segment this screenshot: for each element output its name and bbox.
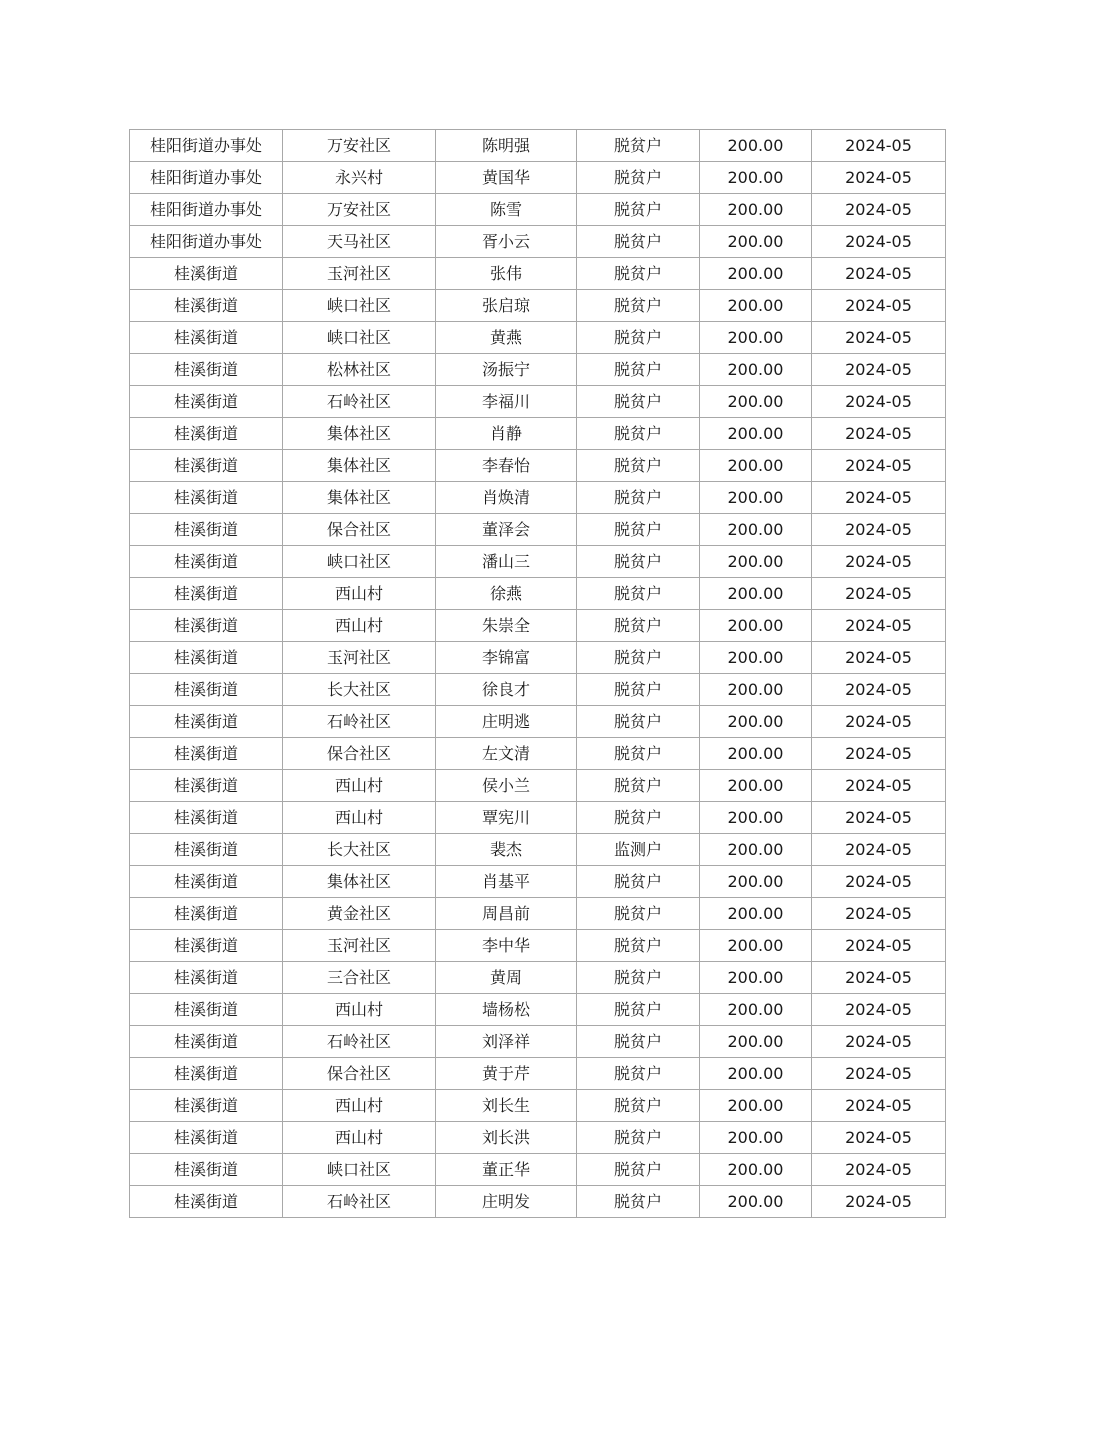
street-cell: 桂溪街道 xyxy=(130,706,283,738)
name-cell: 潘山三 xyxy=(436,546,577,578)
name-cell: 李春怡 xyxy=(436,450,577,482)
amount-cell: 200.00 xyxy=(700,578,812,610)
community-cell: 石岭社区 xyxy=(283,1186,436,1218)
table-row xyxy=(130,130,946,162)
household-type-cell: 脱贫户 xyxy=(577,1186,700,1218)
name-cell: 庄明逃 xyxy=(436,706,577,738)
street-cell: 桂溪街道 xyxy=(130,674,283,706)
street-cell: 桂溪街道 xyxy=(130,770,283,802)
street-cell: 桂溪街道 xyxy=(130,1186,283,1218)
table-row xyxy=(130,1186,946,1218)
month-cell: 2024-05 xyxy=(812,994,946,1026)
street-cell: 桂溪街道 xyxy=(130,258,283,290)
table-row xyxy=(130,642,946,674)
community-cell: 西山村 xyxy=(283,994,436,1026)
table-row xyxy=(130,290,946,322)
community-cell: 集体社区 xyxy=(283,482,436,514)
subsidy-table xyxy=(129,129,946,1218)
amount-cell: 200.00 xyxy=(700,226,812,258)
table-row xyxy=(130,930,946,962)
month-cell: 2024-05 xyxy=(812,1122,946,1154)
amount-cell: 200.00 xyxy=(700,738,812,770)
name-cell: 李福川 xyxy=(436,386,577,418)
household-type-cell: 脱贫户 xyxy=(577,386,700,418)
community-cell: 长大社区 xyxy=(283,674,436,706)
community-cell: 玉河社区 xyxy=(283,258,436,290)
name-cell: 徐燕 xyxy=(436,578,577,610)
household-type-cell: 脱贫户 xyxy=(577,226,700,258)
street-cell: 桂溪街道 xyxy=(130,1154,283,1186)
community-cell: 集体社区 xyxy=(283,418,436,450)
month-cell: 2024-05 xyxy=(812,322,946,354)
month-cell: 2024-05 xyxy=(812,834,946,866)
month-cell: 2024-05 xyxy=(812,130,946,162)
street-cell: 桂溪街道 xyxy=(130,962,283,994)
table-row xyxy=(130,738,946,770)
street-cell: 桂溪街道 xyxy=(130,418,283,450)
community-cell: 天马社区 xyxy=(283,226,436,258)
household-type-cell: 脱贫户 xyxy=(577,770,700,802)
community-cell: 石岭社区 xyxy=(283,1026,436,1058)
month-cell: 2024-05 xyxy=(812,290,946,322)
amount-cell: 200.00 xyxy=(700,546,812,578)
community-cell: 永兴村 xyxy=(283,162,436,194)
household-type-cell: 脱贫户 xyxy=(577,642,700,674)
household-type-cell: 脱贫户 xyxy=(577,290,700,322)
community-cell: 峡口社区 xyxy=(283,1154,436,1186)
amount-cell: 200.00 xyxy=(700,290,812,322)
table-row xyxy=(130,802,946,834)
name-cell: 李中华 xyxy=(436,930,577,962)
household-type-cell: 脱贫户 xyxy=(577,898,700,930)
name-cell: 李锦富 xyxy=(436,642,577,674)
street-cell: 桂溪街道 xyxy=(130,1090,283,1122)
month-cell: 2024-05 xyxy=(812,162,946,194)
amount-cell: 200.00 xyxy=(700,674,812,706)
name-cell: 汤振宁 xyxy=(436,354,577,386)
month-cell: 2024-05 xyxy=(812,866,946,898)
amount-cell: 200.00 xyxy=(700,1090,812,1122)
household-type-cell: 脱贫户 xyxy=(577,130,700,162)
community-cell: 西山村 xyxy=(283,770,436,802)
street-cell: 桂阳街道办事处 xyxy=(130,130,283,162)
amount-cell: 200.00 xyxy=(700,770,812,802)
community-cell: 保合社区 xyxy=(283,514,436,546)
amount-cell: 200.00 xyxy=(700,802,812,834)
household-type-cell: 脱贫户 xyxy=(577,738,700,770)
amount-cell: 200.00 xyxy=(700,162,812,194)
amount-cell: 200.00 xyxy=(700,994,812,1026)
table-row xyxy=(130,1122,946,1154)
street-cell: 桂溪街道 xyxy=(130,866,283,898)
table-row xyxy=(130,962,946,994)
table-row xyxy=(130,450,946,482)
household-type-cell: 脱贫户 xyxy=(577,706,700,738)
month-cell: 2024-05 xyxy=(812,930,946,962)
name-cell: 左文清 xyxy=(436,738,577,770)
table-row xyxy=(130,354,946,386)
street-cell: 桂溪街道 xyxy=(130,514,283,546)
month-cell: 2024-05 xyxy=(812,194,946,226)
table-row xyxy=(130,898,946,930)
household-type-cell: 脱贫户 xyxy=(577,930,700,962)
table-row xyxy=(130,194,946,226)
month-cell: 2024-05 xyxy=(812,962,946,994)
amount-cell: 200.00 xyxy=(700,1058,812,1090)
street-cell: 桂阳街道办事处 xyxy=(130,226,283,258)
table-body xyxy=(130,130,946,1218)
household-type-cell: 脱贫户 xyxy=(577,1026,700,1058)
street-cell: 桂溪街道 xyxy=(130,930,283,962)
table-row xyxy=(130,1058,946,1090)
name-cell: 周昌前 xyxy=(436,898,577,930)
name-cell: 庄明发 xyxy=(436,1186,577,1218)
street-cell: 桂溪街道 xyxy=(130,546,283,578)
amount-cell: 200.00 xyxy=(700,1026,812,1058)
community-cell: 松林社区 xyxy=(283,354,436,386)
month-cell: 2024-05 xyxy=(812,642,946,674)
month-cell: 2024-05 xyxy=(812,514,946,546)
month-cell: 2024-05 xyxy=(812,578,946,610)
street-cell: 桂溪街道 xyxy=(130,290,283,322)
name-cell: 董正华 xyxy=(436,1154,577,1186)
household-type-cell: 脱贫户 xyxy=(577,322,700,354)
community-cell: 集体社区 xyxy=(283,450,436,482)
name-cell: 陈明强 xyxy=(436,130,577,162)
name-cell: 刘长生 xyxy=(436,1090,577,1122)
month-cell: 2024-05 xyxy=(812,1090,946,1122)
name-cell: 朱崇全 xyxy=(436,610,577,642)
month-cell: 2024-05 xyxy=(812,546,946,578)
amount-cell: 200.00 xyxy=(700,930,812,962)
household-type-cell: 脱贫户 xyxy=(577,194,700,226)
name-cell: 肖静 xyxy=(436,418,577,450)
month-cell: 2024-05 xyxy=(812,738,946,770)
community-cell: 保合社区 xyxy=(283,738,436,770)
month-cell: 2024-05 xyxy=(812,1154,946,1186)
community-cell: 峡口社区 xyxy=(283,322,436,354)
household-type-cell: 脱贫户 xyxy=(577,1122,700,1154)
amount-cell: 200.00 xyxy=(700,194,812,226)
household-type-cell: 脱贫户 xyxy=(577,162,700,194)
household-type-cell: 脱贫户 xyxy=(577,610,700,642)
street-cell: 桂溪街道 xyxy=(130,1026,283,1058)
name-cell: 胥小云 xyxy=(436,226,577,258)
household-type-cell: 脱贫户 xyxy=(577,482,700,514)
amount-cell: 200.00 xyxy=(700,1154,812,1186)
table-row xyxy=(130,322,946,354)
community-cell: 西山村 xyxy=(283,578,436,610)
name-cell: 董泽会 xyxy=(436,514,577,546)
community-cell: 石岭社区 xyxy=(283,706,436,738)
community-cell: 集体社区 xyxy=(283,866,436,898)
street-cell: 桂溪街道 xyxy=(130,834,283,866)
amount-cell: 200.00 xyxy=(700,258,812,290)
table-row xyxy=(130,834,946,866)
amount-cell: 200.00 xyxy=(700,610,812,642)
table-row xyxy=(130,866,946,898)
household-type-cell: 脱贫户 xyxy=(577,258,700,290)
amount-cell: 200.00 xyxy=(700,1122,812,1154)
table-row xyxy=(130,258,946,290)
name-cell: 黄国华 xyxy=(436,162,577,194)
month-cell: 2024-05 xyxy=(812,1026,946,1058)
month-cell: 2024-05 xyxy=(812,386,946,418)
household-type-cell: 脱贫户 xyxy=(577,866,700,898)
household-type-cell: 脱贫户 xyxy=(577,1154,700,1186)
name-cell: 肖焕清 xyxy=(436,482,577,514)
household-type-cell: 监测户 xyxy=(577,834,700,866)
community-cell: 黄金社区 xyxy=(283,898,436,930)
name-cell: 黄燕 xyxy=(436,322,577,354)
month-cell: 2024-05 xyxy=(812,418,946,450)
name-cell: 墙杨松 xyxy=(436,994,577,1026)
month-cell: 2024-05 xyxy=(812,898,946,930)
community-cell: 西山村 xyxy=(283,1090,436,1122)
street-cell: 桂溪街道 xyxy=(130,802,283,834)
name-cell: 刘泽祥 xyxy=(436,1026,577,1058)
street-cell: 桂阳街道办事处 xyxy=(130,194,283,226)
month-cell: 2024-05 xyxy=(812,354,946,386)
name-cell: 裴杰 xyxy=(436,834,577,866)
name-cell: 张伟 xyxy=(436,258,577,290)
table-row xyxy=(130,994,946,1026)
community-cell: 峡口社区 xyxy=(283,546,436,578)
amount-cell: 200.00 xyxy=(700,898,812,930)
month-cell: 2024-05 xyxy=(812,610,946,642)
amount-cell: 200.00 xyxy=(700,642,812,674)
table-row xyxy=(130,226,946,258)
street-cell: 桂溪街道 xyxy=(130,578,283,610)
table-row xyxy=(130,1154,946,1186)
table-row xyxy=(130,514,946,546)
amount-cell: 200.00 xyxy=(700,322,812,354)
street-cell: 桂溪街道 xyxy=(130,482,283,514)
amount-cell: 200.00 xyxy=(700,450,812,482)
name-cell: 黄于芹 xyxy=(436,1058,577,1090)
amount-cell: 200.00 xyxy=(700,418,812,450)
table-row xyxy=(130,706,946,738)
household-type-cell: 脱贫户 xyxy=(577,450,700,482)
name-cell: 黄周 xyxy=(436,962,577,994)
household-type-cell: 脱贫户 xyxy=(577,1090,700,1122)
community-cell: 保合社区 xyxy=(283,1058,436,1090)
street-cell: 桂溪街道 xyxy=(130,738,283,770)
household-type-cell: 脱贫户 xyxy=(577,802,700,834)
community-cell: 玉河社区 xyxy=(283,642,436,674)
household-type-cell: 脱贫户 xyxy=(577,994,700,1026)
household-type-cell: 脱贫户 xyxy=(577,418,700,450)
month-cell: 2024-05 xyxy=(812,770,946,802)
amount-cell: 200.00 xyxy=(700,482,812,514)
month-cell: 2024-05 xyxy=(812,706,946,738)
table-row xyxy=(130,610,946,642)
name-cell: 徐良才 xyxy=(436,674,577,706)
street-cell: 桂溪街道 xyxy=(130,898,283,930)
month-cell: 2024-05 xyxy=(812,1186,946,1218)
street-cell: 桂溪街道 xyxy=(130,322,283,354)
amount-cell: 200.00 xyxy=(700,386,812,418)
name-cell: 陈雪 xyxy=(436,194,577,226)
community-cell: 石岭社区 xyxy=(283,386,436,418)
table-row xyxy=(130,1090,946,1122)
name-cell: 肖基平 xyxy=(436,866,577,898)
household-type-cell: 脱贫户 xyxy=(577,514,700,546)
amount-cell: 200.00 xyxy=(700,514,812,546)
month-cell: 2024-05 xyxy=(812,674,946,706)
month-cell: 2024-05 xyxy=(812,226,946,258)
table-row xyxy=(130,482,946,514)
table-row xyxy=(130,418,946,450)
amount-cell: 200.00 xyxy=(700,1186,812,1218)
table-row xyxy=(130,386,946,418)
table-row xyxy=(130,674,946,706)
street-cell: 桂阳街道办事处 xyxy=(130,162,283,194)
community-cell: 三合社区 xyxy=(283,962,436,994)
month-cell: 2024-05 xyxy=(812,482,946,514)
name-cell: 侯小兰 xyxy=(436,770,577,802)
month-cell: 2024-05 xyxy=(812,450,946,482)
month-cell: 2024-05 xyxy=(812,258,946,290)
household-type-cell: 脱贫户 xyxy=(577,578,700,610)
household-type-cell: 脱贫户 xyxy=(577,546,700,578)
community-cell: 长大社区 xyxy=(283,834,436,866)
household-type-cell: 脱贫户 xyxy=(577,962,700,994)
street-cell: 桂溪街道 xyxy=(130,450,283,482)
community-cell: 西山村 xyxy=(283,1122,436,1154)
community-cell: 西山村 xyxy=(283,610,436,642)
table-row xyxy=(130,546,946,578)
amount-cell: 200.00 xyxy=(700,130,812,162)
month-cell: 2024-05 xyxy=(812,802,946,834)
table-row xyxy=(130,770,946,802)
street-cell: 桂溪街道 xyxy=(130,642,283,674)
amount-cell: 200.00 xyxy=(700,354,812,386)
community-cell: 万安社区 xyxy=(283,194,436,226)
street-cell: 桂溪街道 xyxy=(130,610,283,642)
name-cell: 张启琼 xyxy=(436,290,577,322)
street-cell: 桂溪街道 xyxy=(130,354,283,386)
amount-cell: 200.00 xyxy=(700,706,812,738)
household-type-cell: 脱贫户 xyxy=(577,674,700,706)
community-cell: 万安社区 xyxy=(283,130,436,162)
amount-cell: 200.00 xyxy=(700,834,812,866)
table-row xyxy=(130,1026,946,1058)
name-cell: 刘长洪 xyxy=(436,1122,577,1154)
street-cell: 桂溪街道 xyxy=(130,1122,283,1154)
table-row xyxy=(130,578,946,610)
street-cell: 桂溪街道 xyxy=(130,386,283,418)
household-type-cell: 脱贫户 xyxy=(577,354,700,386)
month-cell: 2024-05 xyxy=(812,1058,946,1090)
household-type-cell: 脱贫户 xyxy=(577,1058,700,1090)
community-cell: 玉河社区 xyxy=(283,930,436,962)
community-cell: 峡口社区 xyxy=(283,290,436,322)
amount-cell: 200.00 xyxy=(700,962,812,994)
community-cell: 西山村 xyxy=(283,802,436,834)
table-row xyxy=(130,162,946,194)
name-cell: 覃宪川 xyxy=(436,802,577,834)
street-cell: 桂溪街道 xyxy=(130,994,283,1026)
amount-cell: 200.00 xyxy=(700,866,812,898)
street-cell: 桂溪街道 xyxy=(130,1058,283,1090)
